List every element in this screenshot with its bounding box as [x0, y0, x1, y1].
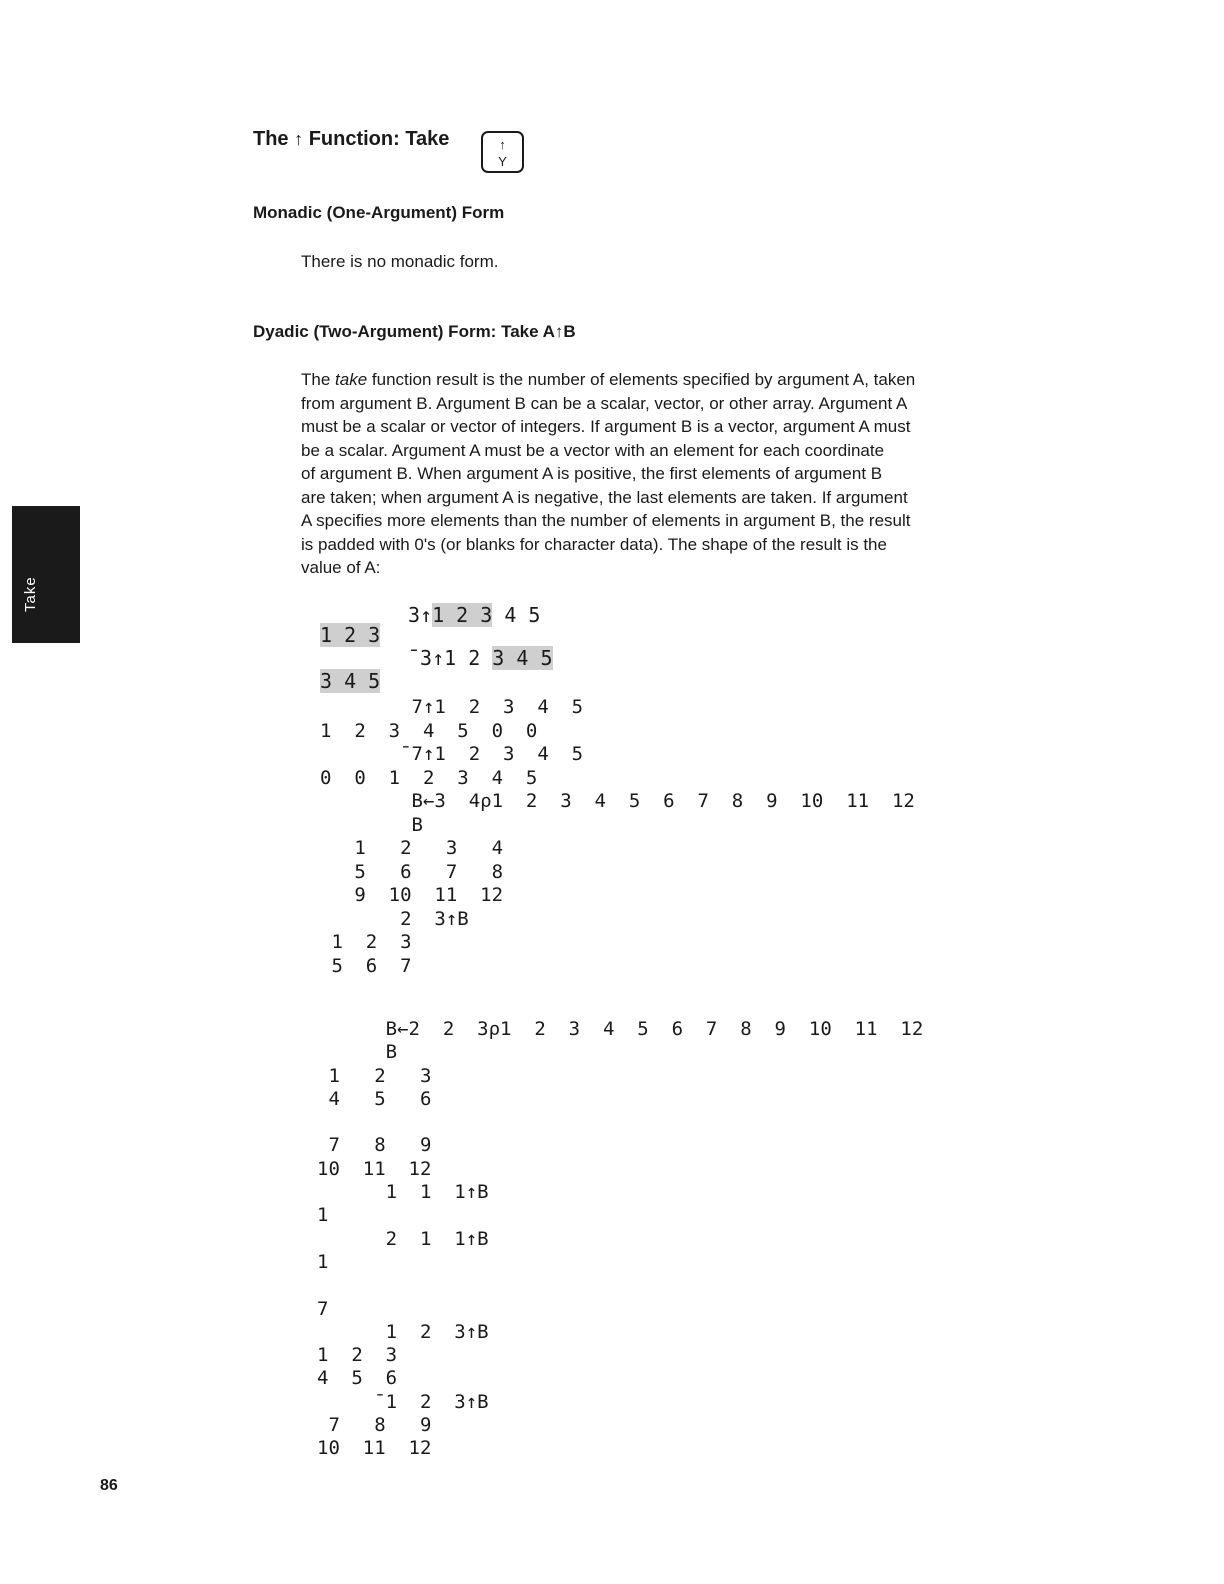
example-2-result [320, 671, 380, 691]
highlight-taken-elements: 3 4 5 [492, 646, 553, 670]
description-line: value of A: [301, 558, 381, 577]
dyadic-description [301, 368, 915, 580]
description-line: of argument B. When argument A is positive, the first elements of argument B [301, 464, 883, 483]
description-line: are taken; when argument A is negative, the last elements are taken. If argument [301, 487, 908, 507]
highlight-result: 3 4 5 [320, 669, 381, 693]
take-emphasis: take [335, 370, 368, 389]
code-examples-block-2: B←2 2 3ρ1 2 3 4 5 6 7 8 9 10 11 12 B 1 2 3 4 5 6 7 8 9 10 11 12 1 1 1↑B 1 2 1 1↑B 1 7 1 2 3↑B 1 2 3 4 5 6 ¯1 2 3↑B 7 8 9 10 11 12 [317, 1018, 924, 1460]
description-line: must be a scalar or vector of integers. If argument B is a vector, argument A must [301, 417, 911, 436]
description-line: be a scalar. Argument A must be a vector with an element for each coordinate [301, 440, 885, 460]
description-line: A specifies more elements than the number of elements in argument B, the result [301, 511, 911, 530]
monadic-text: There is no monadic form. [301, 252, 499, 271]
take-key-icon [481, 131, 524, 173]
heading-title: Function: Take [308, 128, 450, 150]
example-1-result [320, 625, 380, 645]
page-number: 86 [100, 1477, 118, 1494]
section-heading [253, 128, 449, 151]
dyadic-heading: Dyadic (Two-Argument) Form: Take A↑B [253, 322, 576, 341]
monadic-heading: Monadic (One-Argument) Form [253, 203, 505, 222]
highlight-result: 1 2 3 [320, 623, 381, 647]
highlight-taken-elements: 1 2 3 [432, 603, 493, 627]
description-line: is padded with 0's (or blanks for character data). The shape of the result is the [301, 534, 887, 554]
example-1-input: 3↑1 2 3 4 5 [408, 603, 541, 627]
heading-prefix: The [253, 128, 289, 150]
take-arrow-symbol: ↑ [294, 129, 304, 149]
keycap-upper: ↑ [499, 137, 506, 152]
code-examples-block-1: 7↑1 2 3 4 5 1 2 3 4 5 0 0 ¯7↑1 2 3 4 5 0 0 1 2 3 4 5 B←3 4ρ1 2 3 4 5 6 7 8 9 10 11 12 B 1 2 3 4 5 6 7 8 9 10 11 12 2 3↑B 1 2 3 5 6 7 [320, 696, 915, 977]
description-line-1: The take function result is the number of elements specified by argument A, taken [301, 370, 916, 389]
side-tab [12, 506, 80, 643]
keycap-lower: Y [498, 154, 507, 169]
side-tab-label: Take [22, 576, 39, 612]
description-line: from argument B. Argument B can be a scalar, vector, or other array. Argument A [301, 393, 908, 413]
example-2-input: ¯3↑1 2 3 4 5 [408, 646, 553, 670]
